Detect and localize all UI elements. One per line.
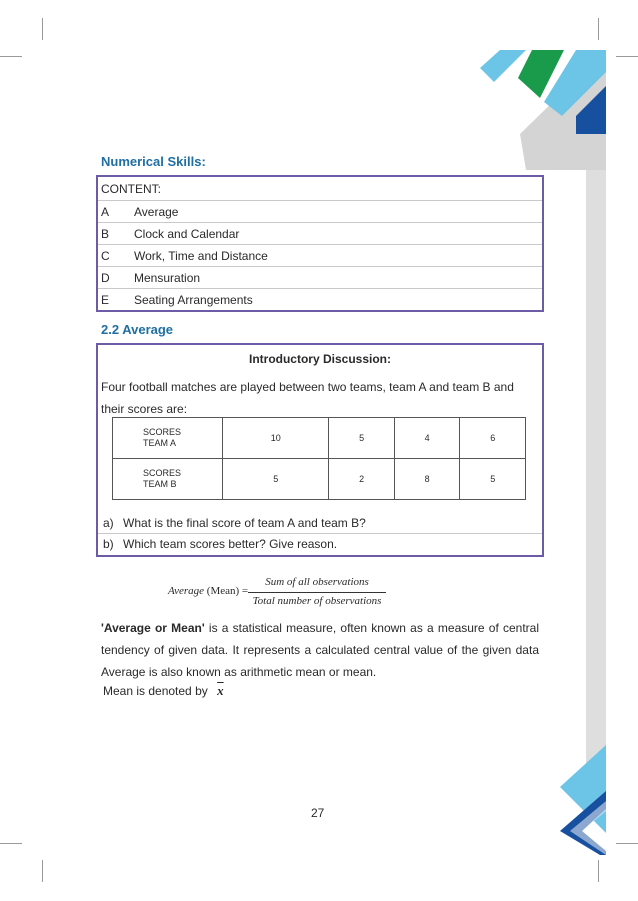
label-line: SCORES — [143, 468, 182, 478]
corner-decoration — [480, 50, 606, 170]
table-cell: 8 — [394, 459, 460, 500]
side-band — [586, 170, 606, 800]
page-number: 27 — [311, 806, 325, 820]
table-cell: 5 — [223, 459, 329, 500]
label-line: TEAM B — [143, 479, 177, 489]
crop-mark — [0, 843, 22, 844]
question-item — [103, 537, 337, 551]
table-cell: 5 — [329, 418, 395, 459]
divider — [98, 222, 542, 223]
table-row-label — [113, 418, 223, 459]
mean-note-text: Mean is denoted by — [103, 684, 208, 698]
mean-note — [103, 683, 224, 699]
formula-mean: (Mean) — [206, 585, 240, 597]
content-item-letter: D — [101, 271, 110, 285]
bottom-decoration — [556, 745, 606, 855]
definition-paragraph — [101, 617, 539, 683]
intro-text: Four football matches are played between two teams, team A and team B and their scores are: — [101, 380, 514, 416]
table-cell: 5 — [460, 459, 526, 500]
divider — [98, 266, 542, 267]
crop-mark — [42, 18, 43, 40]
table-row-label — [113, 459, 223, 500]
section-title-average: 2.2 Average — [101, 322, 174, 337]
divider — [98, 533, 542, 534]
label-line: TEAM A — [143, 438, 177, 448]
formula-lhs — [168, 585, 248, 597]
divider — [98, 200, 542, 201]
crop-mark — [42, 860, 43, 882]
question-marker: b) — [103, 537, 114, 551]
content-item-label: Work, Time and Distance — [134, 249, 268, 263]
divider — [98, 244, 542, 245]
x-bar-symbol: $\overline{x}$ — [217, 683, 224, 698]
scores-table — [112, 417, 526, 500]
content-item-label: Clock and Calendar — [134, 227, 240, 241]
table-cell: 2 — [329, 459, 395, 500]
formula-average: Average — [168, 585, 205, 597]
divider — [98, 288, 542, 289]
table-cell: 4 — [394, 418, 460, 459]
crop-mark — [0, 56, 22, 57]
question-marker: a) — [103, 516, 114, 530]
formula-numerator: Sum of all observations — [265, 576, 369, 588]
formula-equals: = — [241, 585, 249, 597]
crop-mark — [598, 860, 599, 882]
crop-mark — [598, 18, 599, 40]
crop-mark — [616, 843, 638, 844]
intro-heading: Introductory Discussion: — [248, 352, 391, 366]
content-item-letter: C — [101, 249, 110, 263]
crop-mark — [616, 56, 638, 57]
table-row — [113, 459, 526, 500]
section-title-numerical-skills: Numerical Skills: — [101, 154, 206, 169]
definition-text: is a statistical measure, often known as a measure of central tendency of given data. It represents a calculated central value of the given data Average is also known as arithmetic mean or mean. — [101, 621, 540, 679]
definition-term: 'Average or Mean' — [101, 621, 205, 635]
content-item-label: Seating Arrangements — [134, 293, 253, 307]
content-item-letter: A — [101, 205, 110, 219]
question-text: What is the final score of team A and team B? — [123, 516, 366, 530]
table-row — [113, 418, 526, 459]
content-item-label: Mensuration — [134, 271, 201, 285]
question-text: Which team scores better? Give reason. — [123, 537, 338, 551]
table-cell: 6 — [460, 418, 526, 459]
label-line: SCORES — [143, 427, 182, 437]
content-item-letter: B — [101, 227, 110, 241]
table-cell: 10 — [223, 418, 329, 459]
content-item-letter: E — [101, 293, 110, 307]
formula-fraction-bar — [248, 592, 386, 593]
question-item — [103, 516, 366, 530]
formula-denominator: Total number of observations — [252, 595, 382, 607]
content-item-label: Average — [134, 205, 179, 219]
content-heading: CONTENT: — [101, 182, 161, 196]
